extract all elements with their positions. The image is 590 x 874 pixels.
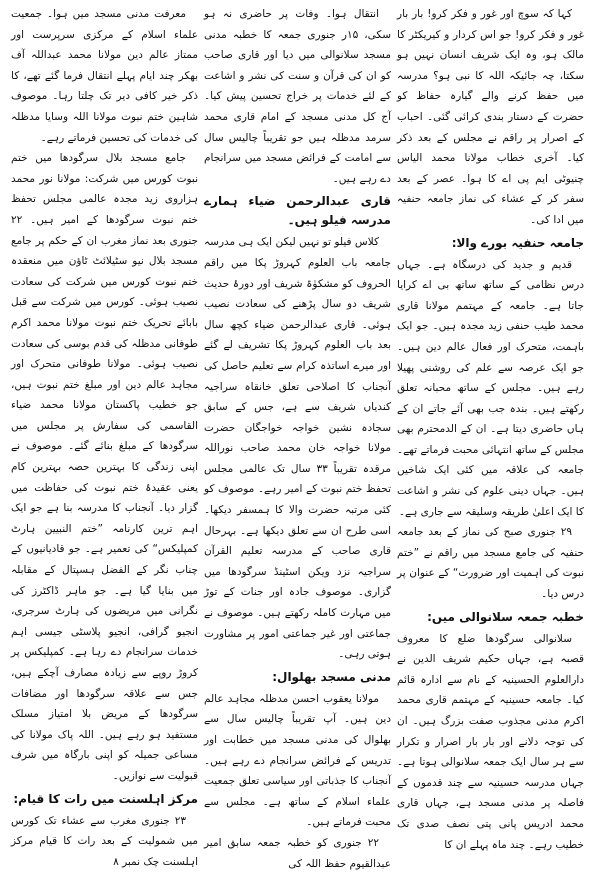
paragraph: کہا کہ سوچ اور غور و فکر کرو! بار بار غور و فکر کرو! جو اس کردار و کیریکٹر کا مالک ہو، وہ ایک شریف انسان نہیں ہو سکتا، چہ جائیکہ اللہ کا نبی ہو؟ مدرسہ میں حفظ کرنے والے گیارہ حفاظ کو حضرت کے دستار بندی کرائی گئی۔ احباب کے اصرار پر راقم نے مجلس کے بعد ذکر کیا۔ آخری خطاب مولانا محمد الیاس چنیوٹی ایم پی اے کا ہوا۔ عصر کے بعد سفر کر کے عشاء کی نماز جامعہ حنفیہ میں ادا کی۔ <box>397 8 584 226</box>
paragraph: ۲۲ جنوری کو خطبہ جمعہ سابق امیر عبدالقیوم حفظ اللہ کی <box>204 836 391 870</box>
paragraph: قدیم و جدید کی درسگاہ ہے۔ جہاں درس نظامی کے ساتھ ساتھ بی اے کرایا جاتا ہے۔ جامعہ کے مہتمم مولانا قاری محمد طیب حنفی زید مجدہ ہیں۔ جو ایک باہمت، متحرک اور فعال عالم دین ہیں۔ جو ایک عرصہ سے علم کی روشنی پھیلا رہے ہیں۔ مجلس کے ساتھ محبانہ تعلق رکھتے ہیں۔ بندہ جب بھی آئے جاتے ان کے ہاں حاضری دیتا ہے۔ ان کے الدمحترم بھی مجلس کے ساتھ انتہائی محبت فرماتے تھے۔ جامعہ کی علاقہ میں کئی ایک شاخیں ہیں۔ جہاں دینی علوم کی نشر و اشاعت کا ایک اعلیٰ طریقہ وسلیقہ سے جاری ہے۔ <box>397 258 584 518</box>
text-column-left <box>11 4 198 868</box>
paragraph: سلانوالی سرگودھا ضلع کا معروف قصبہ ہے، جہاں حکیم شریف الدین نے دارالعلوم الحسینیہ کے نام سے ادارہ قائم کیا۔ جامعہ حسینیہ کے مہتمم قاری محمد اکرم مدنی مجذوب صفت بزرگ ہیں۔ ان کی توجہ دلانے اور بار بار اصرار و تکرار سے ہر سال ایک جمعہ سلانوالی ہوتا ہے۔ جہاں مدرسہ حسینیہ سے چند قدموں کے فاصلہ پر مدنی مسجد ہے، جہاں قاری محمد ادریس پانی پتی نصف صدی تک خطیب رہے۔ چند ماہ پہلے ان کا <box>397 632 584 851</box>
section-heading: قاری عبدالرحمن ضیاء ہمارے مدرسہ فیلو ہیں۔ <box>204 194 391 228</box>
section-heading: جامعہ حنفیہ بورے والا: <box>451 235 584 250</box>
paragraph: مولانا یعقوب احسن مدظلہ مجاہد عالم دین ہیں۔ آپ تقریباً چالیس سال سے بھلوال کی مدنی مسجد میں خطابت اور تدریس کے فرائض سرانجام دے رہے ہیں۔ آنجناب کا جذباتی اور سیاسی تعلق جمعیت علماء اسلام کے ساتھ ہے۔ مجلس سے محبت فرماتے ہیں۔ <box>204 692 391 829</box>
paragraph: کلاس فیلو تو نہیں لیکن ایک ہی مدرسہ جامعہ باب العلوم کہروڑ پکا میں راقم الحروف کو مشکوٰۃ شریف اور دورۂ حدیث شریف دو سال پڑھنے کی سعادت نصیب ہوئی۔ قاری عبدالرحمن ضیاء کچھ سال بعد باب العلوم کہروڑ پکا تشریف لے گئے اور میرے اساتذہ کرام سے تعلیم حاصل کی آنجناب کا اصلاحی تعلق خانقاہ سراجیہ کندیاں شریف سے ہے، جس کے سابق سجادہ نشین خواجہ خواجگان حضرت مولانا خواجہ خان محمد صاحب نوراللہ مرقدہ تقریباً ۳۳ سال تک عالمی مجلس تحفظ ختم نبوت کے امیر رہے۔ موصوف کو کئی مرتبہ حضرت والا کا ہمسفر دیکھا۔ اسی طرح ان سے تعلق دیکھا ہے۔ بہرحال قاری صاحب کے مدرسہ تعلیم القرآن سراجیہ نزد ویکن اسٹینڈ سرگودھا میں گزاری۔ موصوف جادہ اور جنات کے توڑ میں مہارت کاملہ رکھتے ہیں۔ موصوف نے جماعتی اور غیر جماعتی امور پر مشاورت ہوتی رہی۔ <box>204 236 392 661</box>
paragraph: جامع مسجد بلال سرگودھا میں ختم نبوت کورس میں شرکت: مولانا نور محمد ہزاروی زید مجدہ عالمی مجلس تحفظ ختم نبوت سرگودھا کے امیر ہیں۔ ۲۲ جنوری بعد نماز مغرب ان کے حکم پر جامع مسجد بلال نیو سٹیلائٹ ٹاؤن میں منعقدہ ختم نبوت کورس میں شرکت کی سعادت نصیب ہوئی۔ کورس میں شرکت سے قبل بابائے تحریک ختم نبوت مولانا محمد اکرم طوفانی مدظلہ کی قدم بوسی کی سعادت نصیب ہوئی۔ مولانا طوفانی متحرک اور مجاہد عالم دین اور مبلغ ختم نبوت ہیں، جو خطیب پاکستان مولانا محمد ضیاء القاسمی کی سفارش پر مجلس میں سرگودھا کے مبلغ بنائے گئے۔ موصوف نے اپنی زندگی کا بہترین حصہ بہترین کام یعنی عقیدۂ ختم نبوت کی حفاظت میں گزار دیا۔ آنجناب کا مدرسہ بنا ہے جو ایک اہم ترین کارنامہ ”ختم النبیین ہارٹ کمپلیکس“ کی تعمیر ہے۔ جو قادیانیوں کے چناب نگر کے الفضل ہسپتال کے مقابلہ میں بنایا گیا ہے۔ جو ماہر ڈاکٹرز کی نگرانی میں مریضوں کی ہارٹ سرجری، انجیو گرافی، انجیو پلاسٹی جیسی اہم خدمات سرانجام دے رہا ہے۔ کمپلیکس پر کروڑ روپے سے زیادہ مصارف آچکے ہیں، جس سے علاقہ سرگودھا اور مضافات سرگودھا کے مریض بلا امتیاز مسلک مستفید ہو رہے ہیں۔ اللہ پاک مولانا کی مساعی جمیلہ کو اپنی بارگاہ میں شرف قبولیت سے نوازیں۔ <box>11 152 198 782</box>
paragraph: معرفت مدنی مسجد میں ہوا۔ جمعیت علماء اسلام کے مرکزی سرپرست اور ممتاز عالم دین مولانا محمد عبداللہ آف بھکر چند ایام پہلے انتقال فرما گئے تھے، کا ذکر خیر کافی دیر تک چلتا رہا۔ موصوف شاہین ختم نبوت مولانا اللہ وسایا مدظلہ کی خدمات کی تحسین فرماتے رہے۔ <box>11 8 198 144</box>
paragraph: انتقال ہوا۔ وفات پر حاضری نہ ہو سکی، ۱۵ر جنوری جمعہ کا خطبہ مدنی مسجد سلانوالی میں دیا اور قاری صاحب کو ان کی قرآن و سنت کی نشر و اشاعت کے لئے خدمات پر خراج تحسین پیش کیا۔ آج کل مدنی مسجد کے امام قاری محمد سرمد مدظلہ ہیں جو تقریباً چالیس سال سے امامت کے فرائض مسجد میں سرانجام دے رہے ہیں۔ <box>204 8 392 185</box>
text-column-middle <box>204 4 392 870</box>
paragraph: ۲۹ جنوری صبح کی نماز کے بعد جامعہ حنفیہ کی جامع مسجد میں راقم نے ”ختم نبوت کی اہمیت اور ضرورت“ کے عنوان پر درس دیا۔ <box>397 526 584 601</box>
section-heading: مدنی مسجد بھلوال: <box>272 669 391 684</box>
text-column-right <box>397 4 584 851</box>
section-heading: مرکز اہلسنت میں رات کا قیام: <box>13 791 198 806</box>
section-heading: خطبہ جمعہ سلانوالی میں: <box>427 609 584 624</box>
paragraph: ۲۳ جنوری مغرب سے عشاء تک کورس میں شمولیت کے بعد رات کا قیام مرکز اہلسنت چک نمبر ۸ <box>11 814 198 868</box>
